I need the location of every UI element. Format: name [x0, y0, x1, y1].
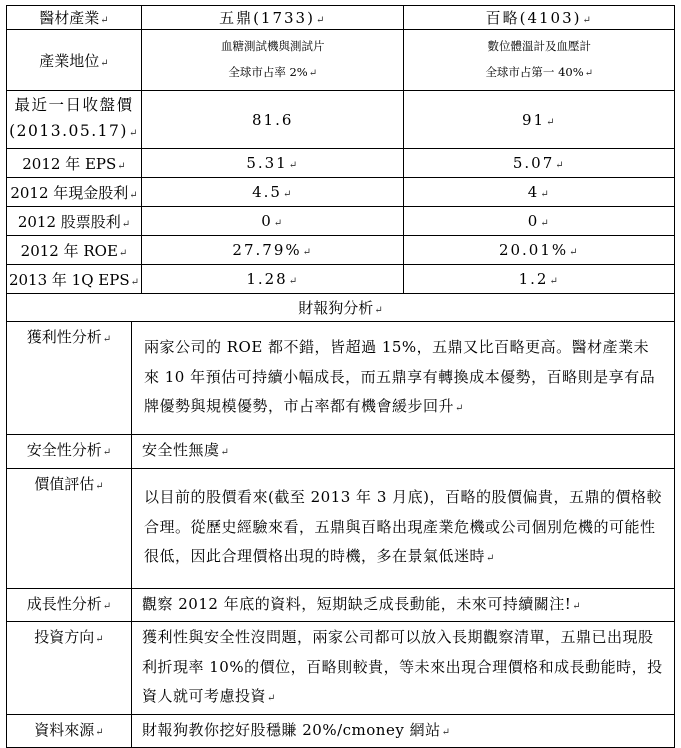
cell-company-2: 4↵ — [404, 178, 675, 207]
analysis-row-profitability — [7, 322, 675, 435]
cell-company-2: 0↵ — [404, 207, 675, 236]
row-stock-dividend — [7, 207, 675, 236]
row-cash-dividend — [7, 178, 675, 207]
analysis-text: 獲利性與安全性沒問題，兩家公司都可以放入長期觀察清單，五鼎已出現股利折現率 10%的價位，百略則較貴，等未來出現合理價格和成長動能時，投資人就可考慮投資↵ — [131, 622, 674, 715]
cell-company-1: 1.28↵ — [141, 265, 404, 294]
cell-company-2: 數位體溫計及血壓計 全球市占第一 40%↵ — [404, 30, 675, 91]
analysis-text: 財報狗教你挖好股穩賺 20%/cmoney 網站↵ — [131, 714, 674, 748]
row-label: 產業地位↵ — [7, 30, 142, 91]
cell-company-1: 0↵ — [141, 207, 404, 236]
analysis-title: 財報狗分析↵ — [7, 294, 675, 322]
row-label: 2012 年 EPS↵ — [7, 149, 142, 178]
row-eps-2013-q1 — [7, 265, 675, 294]
cell-company-2: 20.01%↵ — [404, 236, 675, 265]
row-industry-position — [7, 30, 675, 91]
analysis-label: 資料來源↵ — [7, 714, 132, 748]
cell-company-1: 血糖測試機與測試片 全球市占率 2%↵ — [141, 30, 404, 91]
row-label: 2012 年 ROE↵ — [7, 236, 142, 265]
header-industry: 醫材產業↵ — [7, 6, 142, 30]
analysis-text: 兩家公司的 ROE 都不錯，皆超過 15%，五鼎又比百略更高。醫材產業未來 10 年預估可持續小幅成長，而五鼎享有轉換成本優勢，百略則是享有品牌優勢與規模優勢，市占率都有機會緩步回升↵ — [131, 322, 674, 435]
analysis-label: 投資方向↵ — [7, 622, 132, 715]
row-label: 最近一日收盤價 (2013.05.17)↵ — [7, 91, 142, 149]
analysis-title-row — [7, 294, 675, 322]
analysis-row-source — [7, 714, 675, 748]
row-label: 2012 股票股利↵ — [7, 207, 142, 236]
analysis-text: 安全性無虞↵ — [131, 435, 674, 469]
analysis-row-investment — [7, 622, 675, 715]
cell-company-2: 1.2↵ — [404, 265, 675, 294]
analysis-text: 以目前的股價看來(截至 2013 年 3 月底)，百略的股價偏貴，五鼎的價格較合理。從歷史經驗來看，五鼎與百略出現產業危機或公司個別危機的可能性很低，因此合理價格出現的時機，多在景氣低迷時↵ — [131, 468, 674, 588]
cell-company-2: 91↵ — [404, 91, 675, 149]
row-roe-2012 — [7, 236, 675, 265]
analysis-label: 安全性分析↵ — [7, 435, 132, 469]
analysis-label: 價值評估↵ — [7, 468, 132, 588]
analysis-row-safety — [7, 435, 675, 469]
row-eps-2012 — [7, 149, 675, 178]
row-closing-price — [7, 91, 675, 149]
analysis-label: 獲利性分析↵ — [7, 322, 132, 435]
header-company-1: 五鼎(1733)↵ — [141, 6, 404, 30]
row-label: 2013 年 1Q EPS↵ — [7, 265, 142, 294]
comparison-table — [6, 5, 675, 748]
analysis-text: 觀察 2012 年底的資料，短期缺乏成長動能，未來可持續關注!↵ — [131, 588, 674, 622]
row-label: 2012 年現金股利↵ — [7, 178, 142, 207]
cell-company-2: 5.07↵ — [404, 149, 675, 178]
cell-company-1: 81.6 — [141, 91, 404, 149]
cell-company-1: 5.31↵ — [141, 149, 404, 178]
cell-company-1: 4.5↵ — [141, 178, 404, 207]
analysis-row-growth — [7, 588, 675, 622]
header-company-2: 百略(4103)↵ — [404, 6, 675, 30]
cell-company-1: 27.79%↵ — [141, 236, 404, 265]
header-row — [7, 6, 675, 30]
analysis-row-valuation — [7, 468, 675, 588]
analysis-label: 成長性分析↵ — [7, 588, 132, 622]
